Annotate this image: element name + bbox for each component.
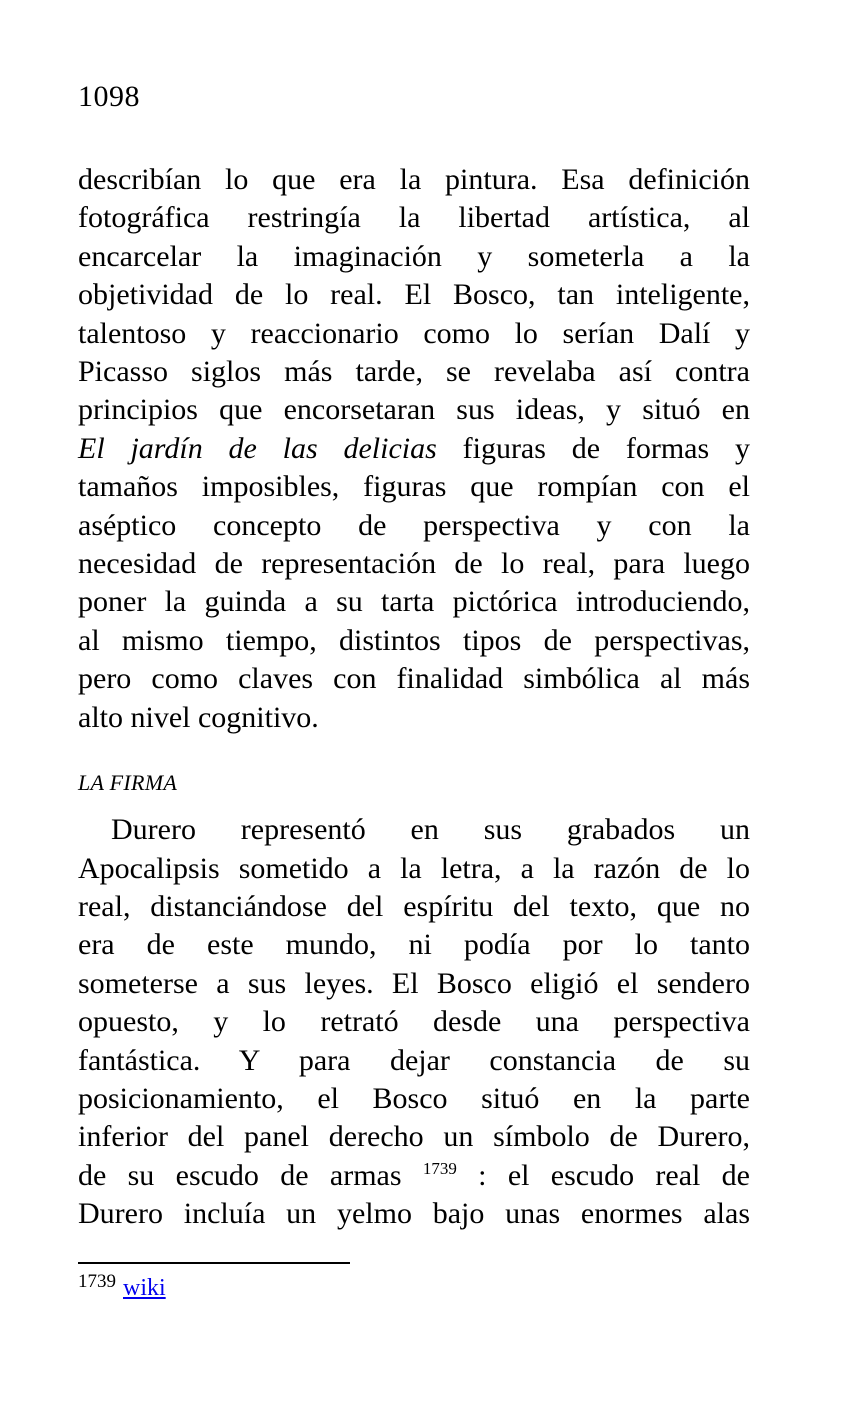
text-segment: talentoso y reaccionario como lo serían Dalí y [78,316,750,350]
text-segment: principios que encorsetaran sus ideas, y situó en [78,393,750,427]
paragraph [78,161,750,737]
footnote-separator-rule [78,1262,350,1264]
text-segment: someterse a sus leyes. El Bosco eligió el sendero [78,966,750,1000]
text-line [78,699,750,737]
text-line [78,199,750,237]
text-line [78,1003,750,1041]
text-segment: fantástica. Y para dejar constancia de su [78,1043,750,1077]
text-segment: real, distanciándose del espíritu del texto, que no [78,889,750,923]
footnote-marker: 1739 [78,1270,116,1292]
text-segment: describían lo que era la pintura. Esa definición [78,163,750,196]
text-line [78,1195,750,1233]
text-line [78,545,750,583]
text-segment: alto nivel cognitivo. [78,700,319,734]
text-segment: al mismo tiempo, distintos tipos de perspectivas, [78,623,750,657]
text-segment: poner la guinda a su tarta pictórica introduciendo, [78,585,750,619]
page-number: 1098 [78,80,140,113]
text-line [78,1118,750,1156]
text-segment: figuras de formas y [436,431,750,465]
text-line [78,507,750,545]
page-content [78,161,750,1234]
text-segment: encarcelar la imaginación y someterla a la [78,239,750,273]
footnote [78,1270,750,1303]
text-line [78,238,750,276]
text-line [78,1080,750,1118]
text-line [78,1042,750,1080]
text-segment: opuesto, y lo retrató desde una perspectiva [78,1005,750,1039]
text-line [78,430,750,468]
text-segment: Durero incluía un yelmo bajo unas enormes alas [78,1197,750,1231]
text-segment: Durero representó en sus grabados un [111,813,750,847]
text-segment: tamaños imposibles, figuras que rompían con el [78,470,750,504]
text-line [78,965,750,1003]
text-line [78,391,750,429]
text-segment: era de este mundo, ni podía por lo tanto [78,928,750,962]
text-line [78,926,750,964]
text-line [78,353,750,391]
text-segment: aséptico concepto de perspectiva y con la [78,508,750,542]
footnote-wiki-link[interactable]: wiki [123,1274,166,1301]
text-segment: Apocalipsis sometido a la letra, a la razón de lo [78,851,750,885]
text-segment: posicionamiento, el Bosco situó en la parte [78,1081,750,1115]
text-segment: inferior del panel derecho un símbolo de Durero, [78,1120,750,1154]
text-segment: : el escudo real de [456,1158,751,1192]
text-segment: necesidad de representación de lo real, para luego [78,547,750,581]
text-line [78,315,750,353]
text-line [78,660,750,698]
footnote-area [78,1262,750,1303]
text-line [78,622,750,660]
text-segment: de su escudo de armas [78,1158,423,1192]
text-segment: objetividad de lo real. El Bosco, tan inteligente, [78,278,750,312]
text-line [78,276,750,314]
text-segment: fotográfica restringía la libertad artística, al [78,201,750,235]
text-line [78,850,750,888]
text-line [78,161,750,199]
text-segment: pero como claves con finalidad simbólica al más [78,662,750,696]
text-line [78,811,750,849]
text-line [78,583,750,621]
text-line [78,468,750,506]
book-title-italic: El jardín de las delicias [78,431,437,465]
section-heading: LA FIRMA [78,770,178,796]
text-line [78,888,750,926]
paragraph [78,811,750,1233]
footnote-reference-superscript: 1739 [422,1158,457,1178]
text-line [78,1157,750,1195]
text-segment: Picasso siglos más tarde, se revelaba así contra [78,355,750,389]
